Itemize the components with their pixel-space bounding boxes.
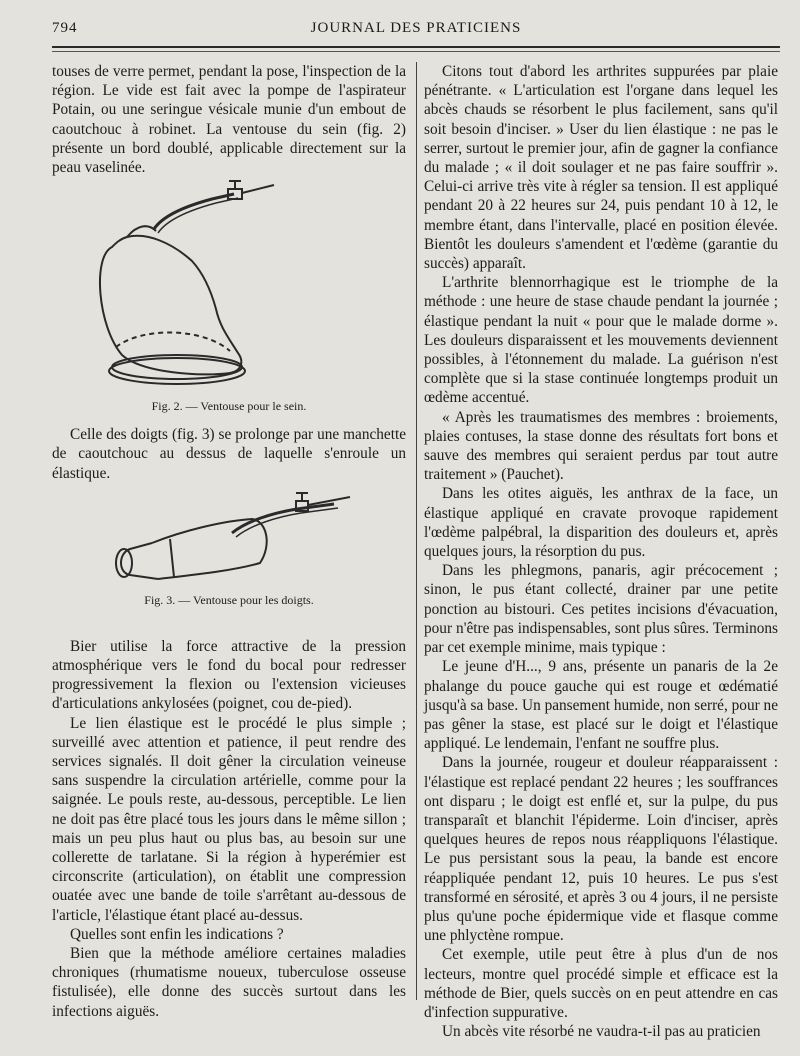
paragraph: Celle des doigts (fig. 3) se prolonge par une manchette de caoutchouc au dessus de laquelle s'enroule un élastique. bbox=[52, 426, 406, 482]
paragraph: Dans les otites aiguës, les anthrax de la face, un élastique appliqué en cravate provoque rapidement l'œdème palpébral, la disparition des douleurs et, après quelques jours, la résorption du pus. bbox=[424, 485, 778, 561]
figure-3-caption: Fig. 3. — Ventouse pour les doigts. bbox=[144, 592, 314, 607]
finger-cup-illustration bbox=[52, 483, 406, 593]
left-column bbox=[52, 62, 406, 1021]
figure-2-caption: Fig. 2. — Ventouse pour le sein. bbox=[151, 399, 307, 414]
paragraph: Le jeune d'H..., 9 ans, présente un panaris de la 2e phalange du pouce gauche qui est rouge et œdématié jusqu'à sa base. Un pansement humide, non serré, pour ne pas gêner la stase, est placé sur le doigt et l'élastique appliqué. Le lendemain, l'enfant ne souffre plus. bbox=[424, 658, 778, 753]
paragraph: L'arthrite blennorrhagique est le triomphe de la méthode : une heure de stase chaude pendant la journée ; élastique pendant la nuit « pour que le malade dorme ». Les douleurs disparaissent et les mouvements deviennent possibles, à l'étonnement du malade. La guérison n'est complète que si la stase continuée longtemps produit un œdème accentué. bbox=[424, 274, 778, 407]
breast-cup-illustration bbox=[52, 177, 406, 399]
figure-2 bbox=[52, 177, 406, 413]
paragraph: Quelles sont enfin les indications ? bbox=[70, 925, 284, 943]
paragraph: Bier utilise la force attractive de la pression atmosphérique vers le fond du bocal pour redresser progressivement la flexion ou l'extension vicieuses d'articulations ankylosées (poignet, cou de-pied). bbox=[52, 637, 406, 713]
paragraph: Le lien élastique est le procédé le plus simple ; surveillé avec attention et patience, il peut rendre des services signalés. Il doit gêner la circulation veineuse sans suspendre la circulation artérielle, comme pour la saignée. Le pouls reste, au-dessous, perceptible. Le lien ne doit pas être placé tous les jours dans le même sillon ; mais un peu plus haut ou plus bas, au besoin sur une collerette de tarlatane. Si la région à hyperémier est circonscrite (articulation), on établit une compression ouatée avec une bande de toile s'arrêtant au-dessous de l'article, l'élastique étant placé au-dessus. bbox=[52, 714, 406, 924]
right-column bbox=[424, 62, 778, 1041]
header-rule-thin bbox=[52, 51, 780, 52]
journal-title: JOURNAL DES PRATICIENS bbox=[310, 20, 522, 36]
figure-3 bbox=[52, 483, 406, 607]
page-number: 794 bbox=[52, 20, 78, 36]
page-header bbox=[52, 20, 780, 44]
column-divider bbox=[416, 62, 417, 1000]
paragraph: Cet exemple, utile peut être à plus d'un de nos lecteurs, montre quel procédé simple et efficace est la méthode de Bier, quels succès on en peut attendre en cas d'infection suppurative. bbox=[424, 946, 778, 1021]
paragraph: touses de verre permet, pendant la pose, l'inspection de la région. Le vide est fait avec la pompe de l'aspirateur Potain, ou une seringue vésicale munie d'un embout de caoutchouc à robinet. La ventouse du sein (fig. 2) présente un bord doublé, applicable directement sur la peau vaselinée. bbox=[52, 63, 406, 177]
paragraph: Bien que la méthode améliore certaines maladies chroniques (rhumatisme noueux, tuberculose osseuse fistulisée), elle donne des succès surtout dans les infections aiguës. bbox=[52, 945, 406, 1020]
paragraph: « Après les traumatismes des membres : broiements, plaies contuses, la stase donne des résultats fort bons et sauve des membres qui seraient perdus par tout autre traitement » (Pauchet). bbox=[424, 408, 778, 484]
header-rule bbox=[52, 46, 780, 48]
paragraph: Un abcès vite résorbé ne vaudra-t-il pas au praticien bbox=[442, 1023, 761, 1041]
paragraph: Dans la journée, rougeur et douleur réapparaissent : l'élastique est replacé pendant 22 heures ; les souffrances ont disparu ; le doigt est enflé et, sur la pulpe, du pus transparaît et blanchit l'épiderme. Loin d'inciser, après quelques heures de repos nous réappliquons l'élastique. Le pus persistant sous la peau, la bande est encore réappliquée pendant 12, puis 10 heures. Le pus s'est transformé en sérosité, et après 3 ou 4 jours, il ne persiste plus qu'une poche épidermique vide et flasque comme une phlyctène rompue. bbox=[424, 754, 778, 945]
paragraph: Citons tout d'abord les arthrites suppurées par plaie pénétrante. « L'articulation est l'organe dans lequel les abcès chauds se résorbent le plus facilement, sans qu'il soit besoin d'inciser. » User du lien élastique : ne pas le serrer, surtout le premier jour, afin de gagner la confiance du malade ; « il doit soulager et ne pas faire souffrir ». Celui-ci arrive très vite à régler sa tension. Il est appliqué pendant 20 à 22 heures sur 24, puis pendant 10 à 12, le membre étant, dans l'intervalle, placé en position élevée. Bientôt les douleurs s'amendent et l'œdème (garantie du succès) apparaît. bbox=[424, 63, 778, 273]
paragraph: Dans les phlegmons, panaris, agir précocement ; sinon, le pus étant collecté, drainer par une petite ponction au bistouri. Ces petites incisions d'évacuation, pour n'être pas indispensables, sont plus sûres. Terminons par cet exemple minime, mais typique : bbox=[424, 562, 778, 657]
